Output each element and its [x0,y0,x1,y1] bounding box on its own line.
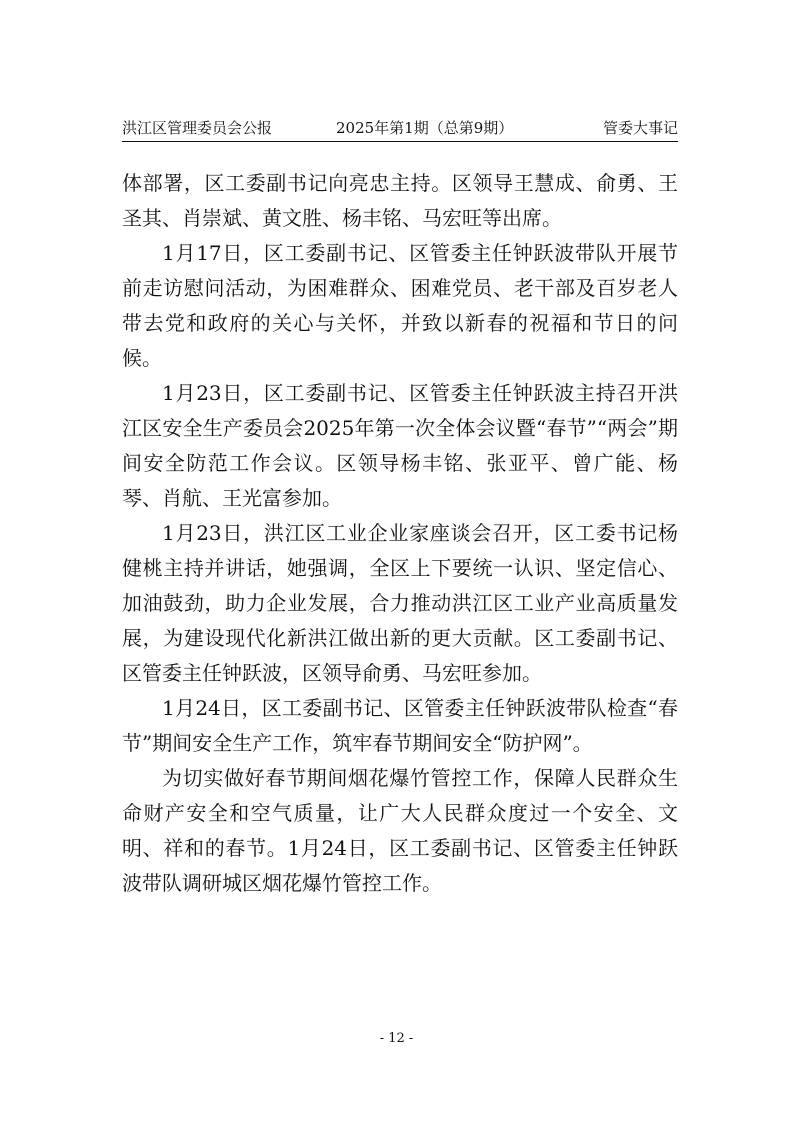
paragraph-jan24-fireworks-control: 为切实做好春节期间烟花爆竹管控工作，保障人民群众生命财产安全和空气质量，让广大人民群众度过一个安全、文明、祥和的春节。1月24日，区工委副书记、区管委主任钟跃波带队调研城区烟花爆竹管控工作。 [122,766,678,895]
header-issue-number: 2025年第1期（总第9期） [336,119,514,137]
header-section-title: 管委大事记 [602,119,678,137]
paragraph-jan23-entrepreneur-forum: 1月23日，洪江区工业企业家座谈会召开，区工委书记杨健桃主持并讲话，她强调，全区上下要统一认识、坚定信心、加油鼓劲，助力企业发展，合力推动洪江区工业产业高质量发展，为建设现代化新洪江做出新的更大贡献。区工委副书记、区管委主任钟跃波，区领导俞勇、马宏旺参加。 [122,521,678,685]
paragraph-jan23-safety-meeting: 1月23日，区工委副书记、区管委主任钟跃波主持召开洪江区安全生产委员会2025年第一次全体会议暨“春节”“两会”期间安全防范工作会议。区领导杨丰铭、张亚平、曾广能、杨琴、肖航、王光富参加。 [122,381,678,510]
header-divider [122,141,678,142]
header-publication-title: 洪江区管理委员会公报 [122,119,273,137]
running-header [122,116,678,140]
paragraph-continuation: 体部署，区工委副书记向亮忠主持。区领导王慧成、俞勇、王圣其、肖崇斌、黄文胜、杨丰铭、马宏旺等出席。 [122,171,678,230]
paragraph-jan24-safety-inspection: 1月24日，区工委副书记、区管委主任钟跃波带队检查“春节”期间安全生产工作，筑牢春节期间安全“防护网”。 [122,696,678,755]
paragraph-jan17-visit: 1月17日，区工委副书记、区管委主任钟跃波带队开展节前走访慰问活动，为困难群众、困难党员、老干部及百岁老人带去党和政府的关心与关怀，并致以新春的祝福和节日的问候。 [122,241,678,370]
body-text [122,166,678,901]
page-number: - 12 - [379,1031,414,1046]
